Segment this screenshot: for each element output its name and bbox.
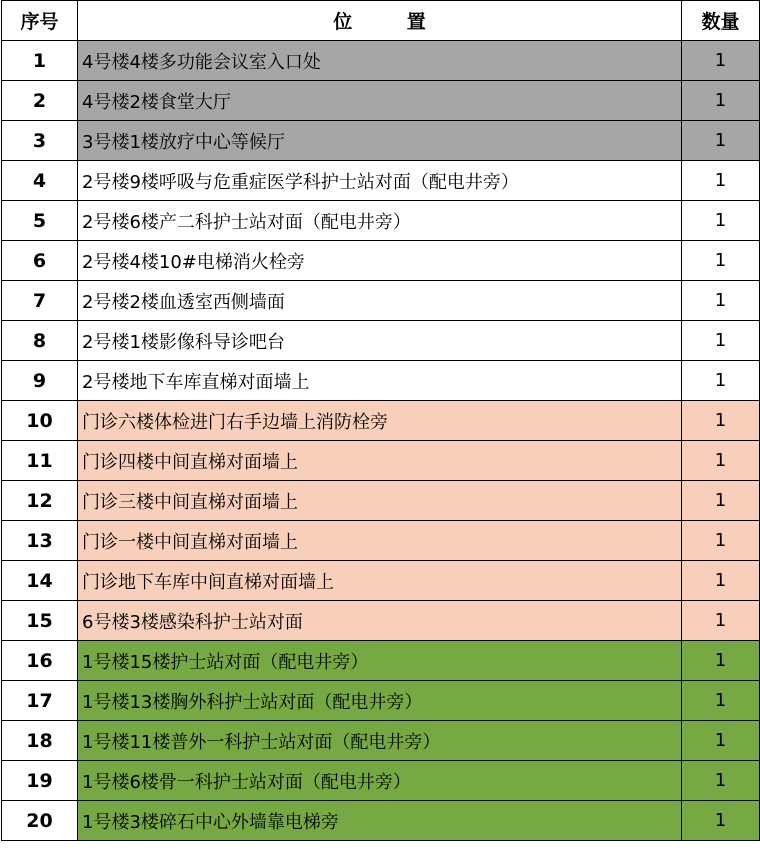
- table-row: [2, 601, 760, 641]
- table-row: [2, 521, 760, 561]
- row-qty: 1: [682, 81, 760, 121]
- row-no: 16: [2, 641, 78, 681]
- row-qty: 1: [682, 601, 760, 641]
- row-qty: 1: [682, 121, 760, 161]
- row-location: 2号楼地下车库直梯对面墙上: [78, 361, 682, 401]
- row-location: 2号楼2楼血透室西侧墙面: [78, 281, 682, 321]
- row-location: 门诊四楼中间直梯对面墙上: [78, 441, 682, 481]
- table-row: [2, 121, 760, 161]
- row-no: 11: [2, 441, 78, 481]
- row-location: 门诊一楼中间直梯对面墙上: [78, 521, 682, 561]
- row-location: 1号楼11楼普外一科护士站对面（配电井旁）: [78, 721, 682, 761]
- row-location: 2号楼4楼10#电梯消火栓旁: [78, 241, 682, 281]
- row-qty: 1: [682, 361, 760, 401]
- row-no: 2: [2, 81, 78, 121]
- table-row: [2, 441, 760, 481]
- row-location: 4号楼2楼食堂大厅: [78, 81, 682, 121]
- row-location: 2号楼6楼产二科护士站对面（配电井旁）: [78, 201, 682, 241]
- row-location: 门诊地下车库中间直梯对面墙上: [78, 561, 682, 601]
- row-no: 19: [2, 761, 78, 801]
- table-row: [2, 241, 760, 281]
- row-no: 9: [2, 361, 78, 401]
- row-qty: 1: [682, 41, 760, 81]
- row-no: 17: [2, 681, 78, 721]
- header-no: 序号: [2, 1, 78, 41]
- row-no: 15: [2, 601, 78, 641]
- row-location: 1号楼15楼护士站对面（配电井旁）: [78, 641, 682, 681]
- row-qty: 1: [682, 321, 760, 361]
- row-qty: 1: [682, 441, 760, 481]
- row-qty: 1: [682, 241, 760, 281]
- row-no: 6: [2, 241, 78, 281]
- row-location: 1号楼6楼骨一科护士站对面（配电井旁）: [78, 761, 682, 801]
- table-row: [2, 801, 760, 841]
- row-location: 4号楼4楼多功能会议室入口处: [78, 41, 682, 81]
- table-row: [2, 561, 760, 601]
- table-row: [2, 401, 760, 441]
- row-no: 8: [2, 321, 78, 361]
- row-qty: 1: [682, 281, 760, 321]
- location-table: [1, 0, 760, 841]
- row-location: 1号楼3楼碎石中心外墙靠电梯旁: [78, 801, 682, 841]
- row-no: 7: [2, 281, 78, 321]
- row-qty: 1: [682, 681, 760, 721]
- row-location: 3号楼1楼放疗中心等候厅: [78, 121, 682, 161]
- row-location: 门诊六楼体检进门右手边墙上消防栓旁: [78, 401, 682, 441]
- header-qty: 数量: [682, 1, 760, 41]
- row-no: 10: [2, 401, 78, 441]
- table-row: [2, 161, 760, 201]
- table-row: [2, 201, 760, 241]
- row-qty: 1: [682, 721, 760, 761]
- header-row: [2, 1, 760, 41]
- row-no: 18: [2, 721, 78, 761]
- row-no: 20: [2, 801, 78, 841]
- row-no: 4: [2, 161, 78, 201]
- row-location: 2号楼9楼呼吸与危重症医学科护士站对面（配电井旁）: [78, 161, 682, 201]
- row-qty: 1: [682, 521, 760, 561]
- row-qty: 1: [682, 401, 760, 441]
- row-location: 2号楼1楼影像科导诊吧台: [78, 321, 682, 361]
- row-qty: 1: [682, 481, 760, 521]
- table-row: [2, 681, 760, 721]
- row-no: 3: [2, 121, 78, 161]
- header-location: 位 置: [78, 1, 682, 41]
- row-qty: 1: [682, 561, 760, 601]
- table-row: [2, 81, 760, 121]
- row-no: 12: [2, 481, 78, 521]
- table-row: [2, 321, 760, 361]
- row-no: 14: [2, 561, 78, 601]
- row-qty: 1: [682, 801, 760, 841]
- table-row: [2, 41, 760, 81]
- row-no: 1: [2, 41, 78, 81]
- row-qty: 1: [682, 761, 760, 801]
- row-qty: 1: [682, 641, 760, 681]
- table-row: [2, 281, 760, 321]
- row-location: 门诊三楼中间直梯对面墙上: [78, 481, 682, 521]
- row-location: 1号楼13楼胸外科护士站对面（配电井旁）: [78, 681, 682, 721]
- row-no: 13: [2, 521, 78, 561]
- table-row: [2, 481, 760, 521]
- row-qty: 1: [682, 161, 760, 201]
- table-row: [2, 761, 760, 801]
- table-row: [2, 641, 760, 681]
- table-row: [2, 721, 760, 761]
- row-no: 5: [2, 201, 78, 241]
- row-qty: 1: [682, 201, 760, 241]
- row-location: 6号楼3楼感染科护士站对面: [78, 601, 682, 641]
- table-row: [2, 361, 760, 401]
